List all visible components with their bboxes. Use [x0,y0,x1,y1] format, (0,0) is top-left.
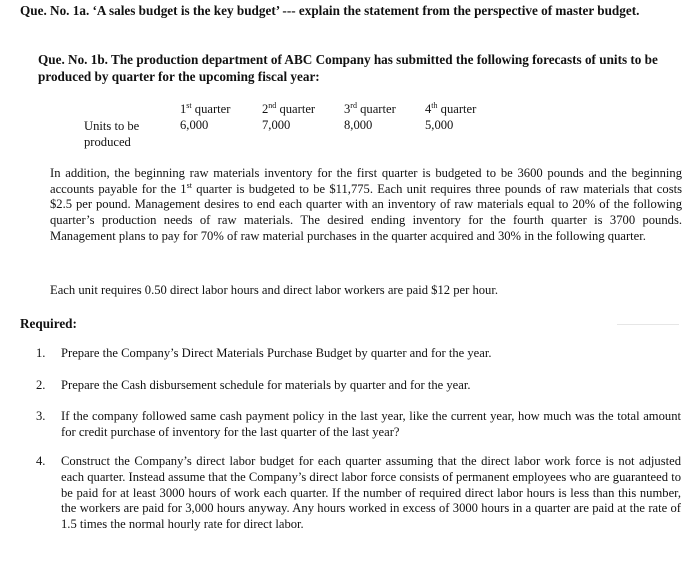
quarter-4-value: 5,000 [425,118,454,132]
quarter-4-word: quarter [437,102,477,116]
required-item-number: 1. [36,346,46,360]
quarter-3-num: 3 [344,102,351,116]
quarter-2-column [262,101,315,133]
quarter-3-column [344,101,396,133]
quarter-4-num: 4 [425,102,432,116]
quarter-2-word: quarter [276,102,316,116]
required-item [36,346,681,362]
quarter-3-suffix: rd [350,100,357,110]
question-1b-heading: Que. No. 1b. The production department of ABC Company has submitted the following forecasts of units to be produced by quarter for the upcoming fiscal year: [38,52,658,84]
quarter-1-column [180,101,230,133]
required-item [36,454,681,532]
required-item-number: 2. [36,377,46,392]
inventory-paragraph-part-2: quarter is budgeted to be $11,775. Each unit requires three pounds of raw materials that costs $2.5 per pound. Management desires to end each quarter with an inventory of raw materials equal to 20% of the following quarter’s production needs of raw materials. The desired ending inventory for the fourth quarter is 3700 pounds. Management plans to pay for 70% of raw material purchases in the quarter acquired and 30% in the following quarter. [50,181,682,243]
question-1a-heading: Que. No. 1a. ‘A sales budget is the key budget’ --- explain the statement from the perspective of master budget. [20,3,640,18]
quarter-1-value: 6,000 [180,118,209,132]
quarter-1-word: quarter [191,102,231,116]
forecast-row-label: Units to be produced [84,119,140,149]
quarter-2-num: 2 [262,102,269,116]
quarter-1-num: 1 [180,102,187,116]
required-item-number: 3. [36,409,46,424]
inventory-paragraph [50,166,682,245]
inventory-paragraph-part-1: In addition, the beginning raw materials inventory for the first quarter is budgeted to be 3600 pounds and the beginning accounts payable for the 1 [50,166,682,196]
required-item-text: Prepare the Cash disbursement schedule for materials by quarter and for the year. [61,377,471,392]
required-item [36,409,681,440]
faint-divider [617,324,679,325]
required-item-text: Prepare the Company’s Direct Materials Purchase Budget by quarter and for the year. [61,346,492,360]
quarter-4-column [425,101,476,133]
quarter-1-suffix: st [186,100,192,110]
required-item-number: 4. [36,454,46,469]
quarter-3-value: 8,000 [344,118,373,132]
required-item-text: Construct the Company’s direct labor budget for each quarter assuming that the direct labor work force is not adjusted each quarter. Instead assume that the Company’s direct labor force consists of permanent employees who are guaranteed to be paid for at least 3000 hours of work each quarter. If the number of required direct labor hours is less than this number, the workers are paid for 3,000 hours anyway. Any hours worked in excess of 3000 hours in a quarter are paid at the rate of 1.5 times the normal hourly rate for direct labor. [61,454,681,531]
quarter-2-suffix: nd [268,100,277,110]
required-list [36,346,681,532]
quarter-2-value: 7,000 [262,118,291,132]
required-heading: Required: [20,316,77,331]
quarter-4-suffix: th [431,100,438,110]
quarter-3-word: quarter [356,102,396,116]
required-item [36,378,681,394]
inventory-paragraph-sup: st [186,180,192,190]
labor-paragraph: Each unit requires 0.50 direct labor hours and direct labor workers are paid $12 per hour. [50,283,498,297]
required-item-text: If the company followed same cash payment policy in the last year, like the current year, how much was the total amount for credit purchase of inventory for the last quarter of the last year? [61,409,681,439]
